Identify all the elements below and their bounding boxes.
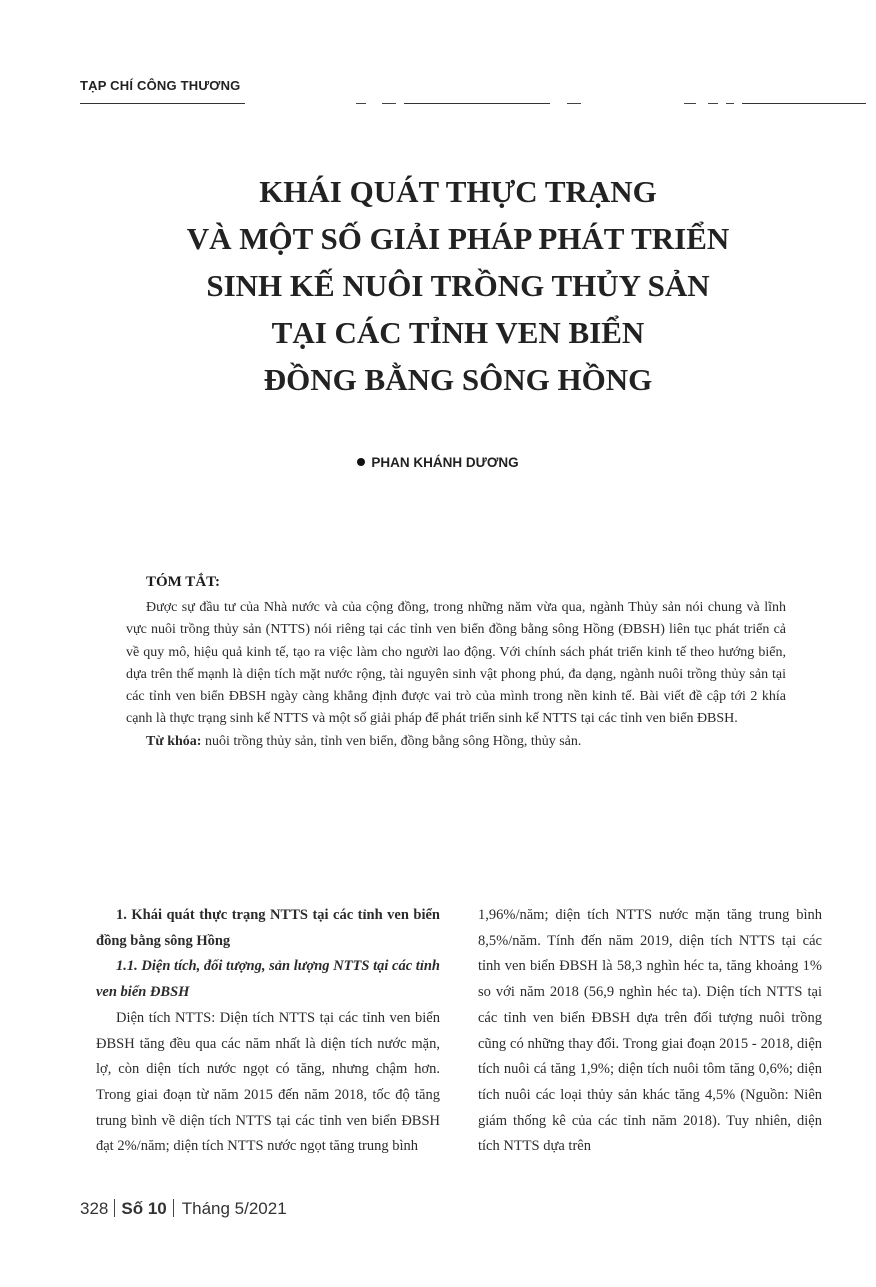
title-line: TẠI CÁC TỈNH VEN BIỂN bbox=[271, 315, 645, 350]
body-paragraph: 1,96%/năm; diện tích NTTS nước mặn tăng trung bình 8,5%/năm. Tính đến năm 2019, diện tích NTTS tại các tỉnh ven biển ĐBSH là 58,3 nghìn héc ta, tăng khoảng 1% so với năm 2018 (56,9 nghìn héc ta). Diện tích NTTS tại các tỉnh ven biển ĐBSH dựa trên đối tượng nuôi trồng cũng có những thay đổi. Trong giai đoạn 2015 - 2018, diện tích nuôi cá tăng 1,9%; diện tích nuôi tôm tăng 0,6%; diện tích nuôi các loại thủy sản khác tăng 4,5% (Nguồn: Niên giám thống kê của các tỉnh năm 2018). Tuy nhiên, diện tích NTTS dựa trên bbox=[478, 907, 822, 1155]
issue-month: Tháng 5/2021 bbox=[181, 1199, 287, 1218]
title-line: ĐỒNG BẰNG SÔNG HỒNG bbox=[263, 362, 653, 397]
journal-name: TẠP CHÍ CÔNG THƯƠNG bbox=[80, 78, 241, 93]
abstract-block bbox=[126, 597, 786, 753]
body-paragraph: Diện tích NTTS: Diện tích NTTS tại các tỉnh ven biển ĐBSH tăng đều qua các năm nhất là diện tích nước mặn, lợ, còn diện tích nước ngọt có tăng, nhưng chậm hơn. Trong giai đoạn từ năm 2015 đến năm 2018, tốc độ tăng trung bình về diện tích NTTS tại các tỉnh ven biển ĐBSH đạt 2%/năm; diện tích NTTS nước ngọt tăng trung bình bbox=[96, 1009, 440, 1155]
keywords-label: Từ khóa: bbox=[146, 733, 202, 749]
page-footer bbox=[80, 1199, 287, 1219]
author-line bbox=[0, 455, 876, 470]
header-dash bbox=[708, 103, 718, 104]
header-dash bbox=[684, 103, 696, 104]
bullet-icon bbox=[357, 458, 365, 466]
section-heading: 1. Khái quát thực trạng NTTS tại các tỉnh ven biển đồng bằng sông Hồng bbox=[96, 907, 440, 949]
header-rule bbox=[404, 103, 550, 104]
header-dash bbox=[382, 103, 396, 104]
header-dash bbox=[356, 103, 366, 104]
author-name: PHAN KHÁNH DƯƠNG bbox=[371, 455, 519, 470]
page-number: 328 bbox=[80, 1199, 109, 1218]
header-dash bbox=[726, 103, 734, 104]
title-line: KHÁI QUÁT THỰC TRẠNG bbox=[259, 174, 657, 209]
issue-number: Số 10 bbox=[121, 1199, 167, 1218]
article-title bbox=[120, 168, 796, 403]
title-line: VÀ MỘT SỐ GIẢI PHÁP PHÁT TRIỂN bbox=[186, 221, 730, 256]
header-dash bbox=[567, 103, 581, 104]
footer-separator bbox=[114, 1199, 115, 1217]
title-line: SINH KẾ NUÔI TRỒNG THỦY SẢN bbox=[206, 268, 710, 303]
keywords-line bbox=[126, 731, 786, 753]
abstract-body: Được sự đầu tư của Nhà nước và của cộng đồng, trong những năm vừa qua, ngành Thủy sản nói chung và lĩnh vực nuôi trồng thủy sản (NTTS) nói riêng tại các tỉnh ven biển đồng bằng sông Hồng (ĐBSH) liên tục phát triển cả về quy mô, hiệu quả kinh tế, tạo ra việc làm cho người lao động. Với chính sách phát triển kinh tế theo hướng biển, dựa trên thế mạnh là diện tích mặt nước rộng, tài nguyên sinh vật phong phú, đa dạng, ngành nuôi trồng thủy sản tại các tỉnh ven biển ĐBSH ngày càng khẳng định được vai trò của mình trong nền kinh tế. Bài viết đề cập tới 2 khía cạnh là thực trạng sinh kế NTTS và một số giải pháp để phát triển sinh kế NTTS tại các tỉnh ven biển ĐBSH. bbox=[126, 600, 786, 727]
body-column-left bbox=[96, 903, 440, 1160]
keywords-text: nuôi trồng thủy sản, tỉnh ven biển, đồng bằng sông Hồng, thủy sản. bbox=[201, 733, 582, 749]
abstract-heading: TÓM TẮT: bbox=[146, 574, 221, 590]
header-rule-under-journal bbox=[80, 103, 245, 104]
footer-separator bbox=[173, 1199, 174, 1217]
header-rule bbox=[742, 103, 866, 104]
subsection-heading: 1.1. Diện tích, đối tượng, sản lượng NTTS tại các tỉnh ven biển ĐBSH bbox=[96, 958, 440, 1001]
body-column-right bbox=[478, 903, 822, 1160]
